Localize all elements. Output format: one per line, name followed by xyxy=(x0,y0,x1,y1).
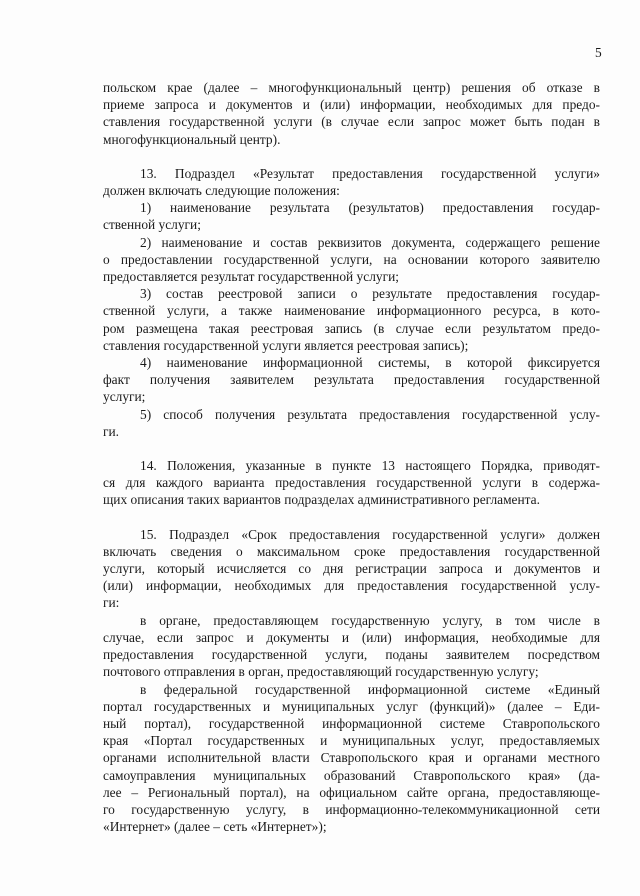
text-line: ставления государственной услуги (в случае если запрос может быть подан в xyxy=(103,114,600,130)
text-line: 13. Подраздел «Результат предоставления государственной услуги» xyxy=(140,165,600,181)
text-line: 15. Подраздел «Срок предоставления государственной услуги» должен xyxy=(140,526,600,542)
text-line: щих описания таких вариантов подразделах административного регламента. xyxy=(103,492,540,508)
text-line: «Интернет» (далее – сеть «Интернет»); xyxy=(103,819,327,835)
text-line: приеме запроса и документов и (или) информации, необходимых для предо- xyxy=(103,97,600,113)
paragraph-gap xyxy=(103,509,600,526)
text-line: 3) состав реестровой записи о результате предоставления государ- xyxy=(140,286,600,302)
text-line: услуги, который исчисляется со дня регистрации запроса и документов и xyxy=(103,561,600,577)
text-line: должен включать следующие положения: xyxy=(103,183,340,199)
text-line: края «Портал государственных и муниципальных услуг, предоставляемых xyxy=(103,733,600,749)
text-line: 5) способ получения результата предоставления государственной услу- xyxy=(140,406,600,422)
text-line: 4) наименование информационной системы, в которой фиксируется xyxy=(140,355,600,371)
text-line: многофункциональный центр). xyxy=(103,131,281,147)
text-line: портал государственных и муниципальных услуг (функций)» (далее – Еди- xyxy=(103,698,600,714)
text-line: в федеральной государственной информационной системе «Единый xyxy=(140,681,600,697)
text-line: о предоставлении государственной услуги, на основании которого заявителю xyxy=(103,251,600,267)
text-line: включать сведения о максимальном сроке предоставления государственной xyxy=(103,543,600,559)
text-line: го государственную услугу, в информационно-телекоммуникационной сети xyxy=(103,801,600,817)
paragraph-gap xyxy=(103,148,600,165)
text-line: 1) наименование результата (результатов) предоставления государ- xyxy=(140,200,600,216)
text-line: 14. Положения, указанные в пункте 13 настоящего Порядка, приводят- xyxy=(140,458,600,474)
text-line: лее – Региональный портал), на официальном сайте органа, предоставляюще- xyxy=(103,784,600,800)
text-line: ный портал), государственной информационной системе Ставропольского xyxy=(103,715,600,731)
text-line: ся для каждого варианта предоставления государственной услуги в содержа- xyxy=(103,475,600,491)
page-number: 5 xyxy=(595,45,602,60)
text-line: случае, если запрос и документы и (или) информация, необходимые для xyxy=(103,629,600,645)
text-line: предоставляется результат государственной услуги; xyxy=(103,269,399,285)
body-text xyxy=(103,79,600,835)
text-line: ственной услуги, а также наименование информационного ресурса, в кото- xyxy=(103,303,600,319)
text-line: органами исполнительной власти Ставропольского края и органами местного xyxy=(103,750,600,766)
text-line: услуги; xyxy=(103,389,146,405)
text-line: факт получения заявителем результата предоставления государственной xyxy=(103,372,600,388)
text-line: ги. xyxy=(103,423,120,439)
text-line: ственной услуги; xyxy=(103,217,201,233)
text-line: предоставления государственной услуги, поданы заявителем посредством xyxy=(103,647,600,663)
text-line: ром размещена такая реестровая запись (в случае если результатом предо- xyxy=(103,320,600,336)
text-line: польском крае (далее – многофункциональный центр) решения об отказе в xyxy=(103,80,600,95)
text-line: (или) информации, необходимых для предоставления государственной услу- xyxy=(103,578,600,594)
text-line: ставления государственной услуги является реестровая запись); xyxy=(103,337,469,353)
text-line: почтового отправления в орган, предоставляющий государственную услугу; xyxy=(103,664,539,680)
paragraph-gap xyxy=(103,440,600,457)
text-line: самоуправления муниципальных образований Ставропольского края» (да- xyxy=(103,767,600,783)
text-line: ги: xyxy=(103,595,120,611)
text-line: 2) наименование и состав реквизитов документа, содержащего решение xyxy=(140,234,600,250)
text-line: в органе, предоставляющем государственную услугу, в том числе в xyxy=(140,612,600,628)
